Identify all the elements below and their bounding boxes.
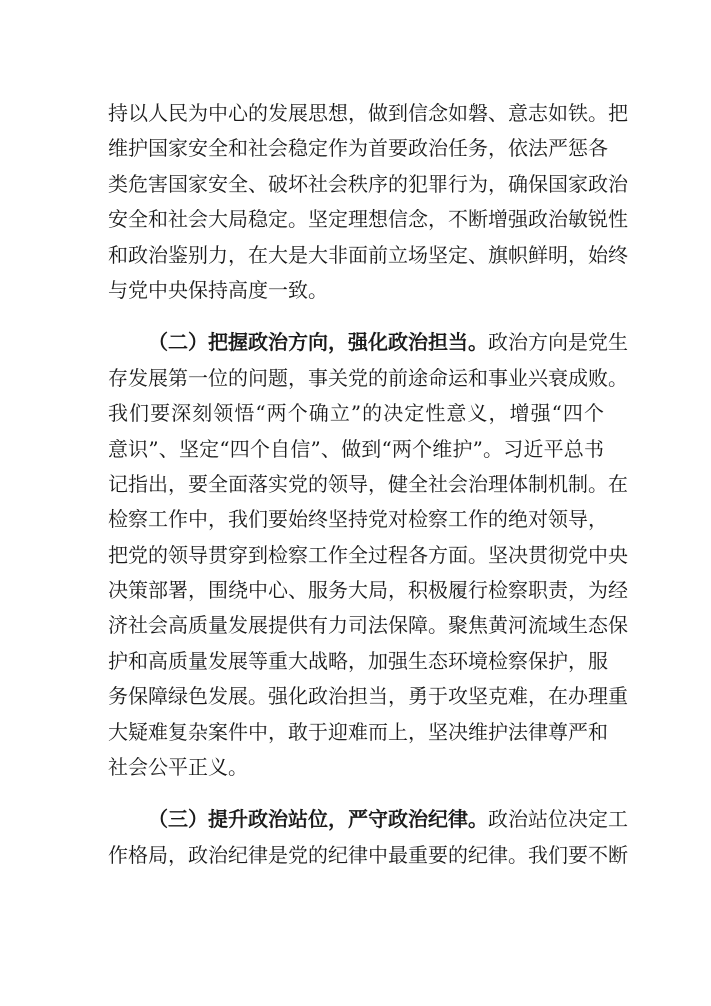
- text-line: 意识”、坚定“四个自信”、做到“两个维护”。习近平总书: [108, 436, 604, 461]
- text-line: 维护国家安全和社会稳定作为首要政治任务，依法严惩各: [108, 136, 608, 161]
- text-fragment: 政治方向是党生: [488, 330, 628, 355]
- paragraph-1: [108, 96, 628, 308]
- text-line: 护和高质量发展等重大战略，加强生态环境检察保护，服: [108, 648, 608, 673]
- text-line: 务保障绿色发展。强化政治担当，勇于攻坚克难，在办理重: [108, 684, 628, 709]
- text-line: 持以人民为中心的发展思想，做到信念如磐、意志如铁。把: [108, 101, 628, 125]
- text-line: 安全和社会大局稳定。坚定理想信念，不断增强政治敏锐性: [108, 207, 628, 232]
- text-line: 与党中央保持高度一致。: [108, 277, 328, 302]
- text-line: 我们要深刻领悟“两个确立”的决定性意义，增强“四个: [108, 401, 604, 426]
- text-line: 记指出，要全面落实党的领导，健全社会治理体制机制。在: [108, 471, 628, 496]
- section-heading: （三）提升政治站位，严守政治纪律。: [148, 807, 488, 832]
- text-line: 社会公平正义。: [108, 755, 248, 780]
- text-fragment: 政治站位决定工: [488, 807, 628, 832]
- text-line: 大疑难复杂案件中，敢于迎难而上，坚决维护法律尊严和: [108, 719, 608, 744]
- text-line: 把党的领导贯穿到检察工作全过程各方面。坚决贯彻党中央: [108, 542, 628, 567]
- paragraph-first-line: [108, 325, 628, 360]
- paragraph-first-line: [108, 802, 628, 837]
- text-line: 济社会高质量发展提供有力司法保障。聚焦黄河流域生态保: [108, 613, 628, 638]
- text-line: 决策部署，围绕中心、服务大局，积极履行检察职责，为经: [108, 578, 628, 603]
- paragraph-2: [108, 325, 628, 785]
- document-body: [108, 96, 628, 890]
- text-line: 检察工作中，我们要始终坚持党对检察工作的绝对领导，: [108, 507, 608, 532]
- text-line: 和政治鉴别力，在大是大非面前立场坚定、旗帜鲜明，始终: [108, 242, 628, 267]
- text-line: 作格局，政治纪律是党的纪律中最重要的纪律。我们要不断: [108, 842, 628, 867]
- section-heading: （二）把握政治方向，强化政治担当。: [148, 330, 488, 355]
- text-line: 类危害国家安全、破坏社会秩序的犯罪行为，确保国家政治: [108, 171, 628, 196]
- text-line: 存发展第一位的问题，事关党的前途命运和事业兴衰成败。: [108, 365, 628, 390]
- paragraph-3: [108, 802, 628, 873]
